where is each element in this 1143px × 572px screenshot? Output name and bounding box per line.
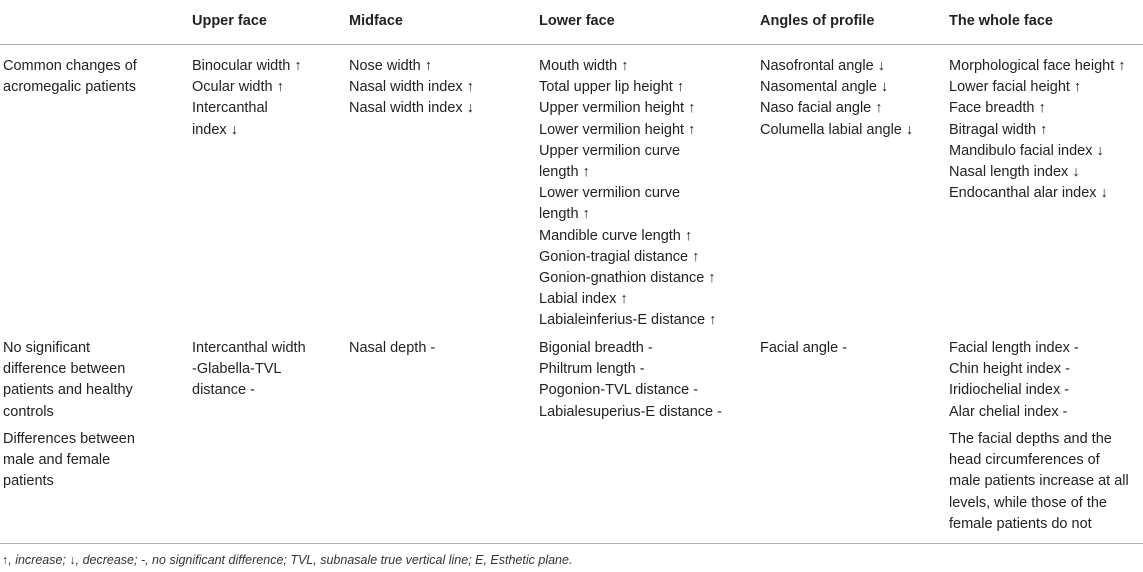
col-header-angles-of-profile: Angles of profile xyxy=(760,13,875,29)
table-footnote: ↑, increase; ↓, decrease; -, no significant difference; TVL, subnasale true vertical line; E, Esthetic plane. xyxy=(2,553,573,567)
cell-lower-face-nosig: Bigonial breadth - Philtrum length - Pogonion-TVL distance - Labialesuperius-E distance - xyxy=(539,340,722,420)
cell-whole-face-sex-differences: The facial depths and the head circumferences of male patients increase at all levels, while those of the female patients do not xyxy=(949,431,1129,532)
row-label-no-significant-difference: No significant difference between patients and healthy controls xyxy=(3,340,133,420)
row-label-sex-differences: Differences between male and female patients xyxy=(3,431,135,490)
cell-upper-face-common: Binocular width ↑ Ocular width ↑ Intercanthal index ↓ xyxy=(192,58,302,138)
cell-angles-common: Nasofrontal angle ↓ Nasomental angle ↓ Naso facial angle ↑ Columella labial angle ↓ xyxy=(760,58,914,138)
table-header xyxy=(0,0,1143,45)
cell-midface-nosig: Nasal depth - xyxy=(349,340,436,356)
col-header-lower-face: Lower face xyxy=(539,13,615,29)
cell-upper-face-nosig: Intercanthal width -Glabella-TVL distance - xyxy=(192,340,306,399)
row-label-common-changes: Common changes of acromegalic patients xyxy=(3,58,137,96)
table-bottom-rule xyxy=(0,543,1143,544)
cell-lower-face-common: Mouth width ↑ Total upper lip height ↑ Upper vermilion height ↑ Lower vermilion height ↑ Upper vermilion curve length ↑ Lower vermilion curve length ↑ Mandible curve length ↑ Gonion-tragial distance ↑ Gonion-gnathion distance ↑ Labial index ↑ Labialeinferius-E distance ↑ xyxy=(539,58,717,329)
cell-whole-face-common: Morphological face height ↑ Lower facial height ↑ Face breadth ↑ Bitragal width ↑ Mandibulo facial index ↓ Nasal length index ↓ Endocanthal alar index ↓ xyxy=(949,58,1126,202)
col-header-midface: Midface xyxy=(349,13,403,29)
cell-angles-nosig: Facial angle - xyxy=(760,340,848,356)
cell-midface-common: Nose width ↑ Nasal width index ↑ Nasal width index ↓ xyxy=(349,58,474,117)
col-header-upper-face: Upper face xyxy=(192,13,267,29)
col-header-whole-face: The whole face xyxy=(949,13,1053,29)
cell-whole-face-nosig: Facial length index - Chin height index - Iridiochelial index - Alar chelial index - xyxy=(949,340,1079,420)
